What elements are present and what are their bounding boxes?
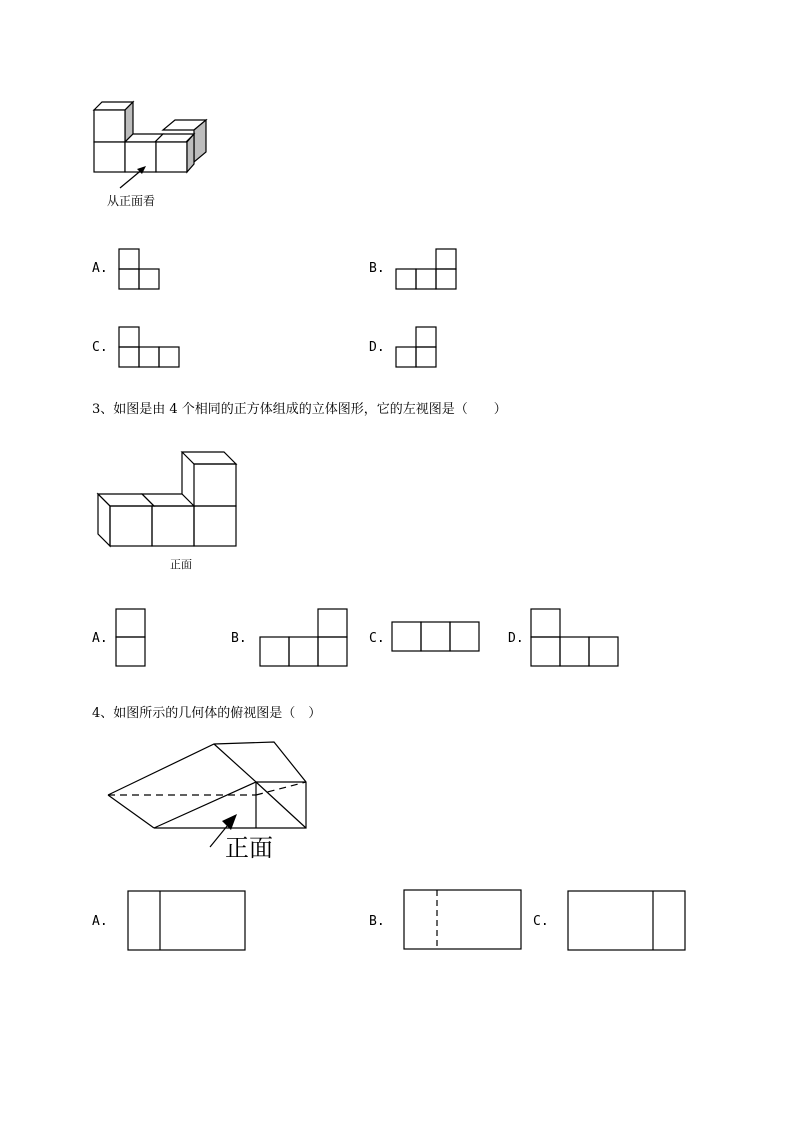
q2-cube-figure [90, 96, 220, 176]
q2-option-a-label[interactable]: A. [92, 261, 108, 276]
q4-figure-caption: 正面 [225, 834, 273, 862]
q3-option-a-label[interactable]: A. [92, 631, 108, 646]
q4-question-text: 4、如图所示的几何体的俯视图是（ ） [92, 706, 322, 721]
q3-cube-figure [96, 450, 242, 550]
q2-option-c-label[interactable]: C. [92, 340, 108, 355]
q2-option-b-view[interactable] [395, 248, 457, 290]
q2-option-d-label[interactable]: D. [369, 340, 385, 355]
q2-option-d-view[interactable] [395, 326, 437, 368]
q4-option-a-label[interactable]: A. [92, 914, 108, 929]
q2-option-a-view[interactable] [118, 248, 160, 290]
q3-option-c-view[interactable] [391, 621, 481, 653]
q4-option-c-view[interactable] [567, 890, 687, 951]
q3-question-text: 3、如图是由 4 个相同的正方体组成的立体图形，它的左视图是（ ） [92, 402, 507, 417]
q2-option-c-view[interactable] [118, 326, 180, 368]
q3-option-c-label[interactable]: C. [369, 631, 385, 646]
q4-option-c-label[interactable]: C. [533, 914, 549, 929]
q3-option-d-view[interactable] [530, 608, 620, 667]
q2-option-b-label[interactable]: B. [369, 261, 385, 276]
q2-figure-caption: 从正面看 [107, 194, 156, 208]
q4-option-b-view[interactable] [403, 889, 523, 951]
q4-option-b-label[interactable]: B. [369, 914, 385, 929]
q3-option-d-label[interactable]: D. [508, 631, 524, 646]
q3-option-b-label[interactable]: B. [231, 631, 247, 646]
q4-solid-figure [104, 740, 314, 865]
q3-option-b-view[interactable] [259, 608, 349, 667]
q3-option-a-view[interactable] [115, 608, 146, 667]
q3-figure-caption: 正面 [170, 558, 192, 571]
q4-option-a-view[interactable] [127, 890, 246, 951]
